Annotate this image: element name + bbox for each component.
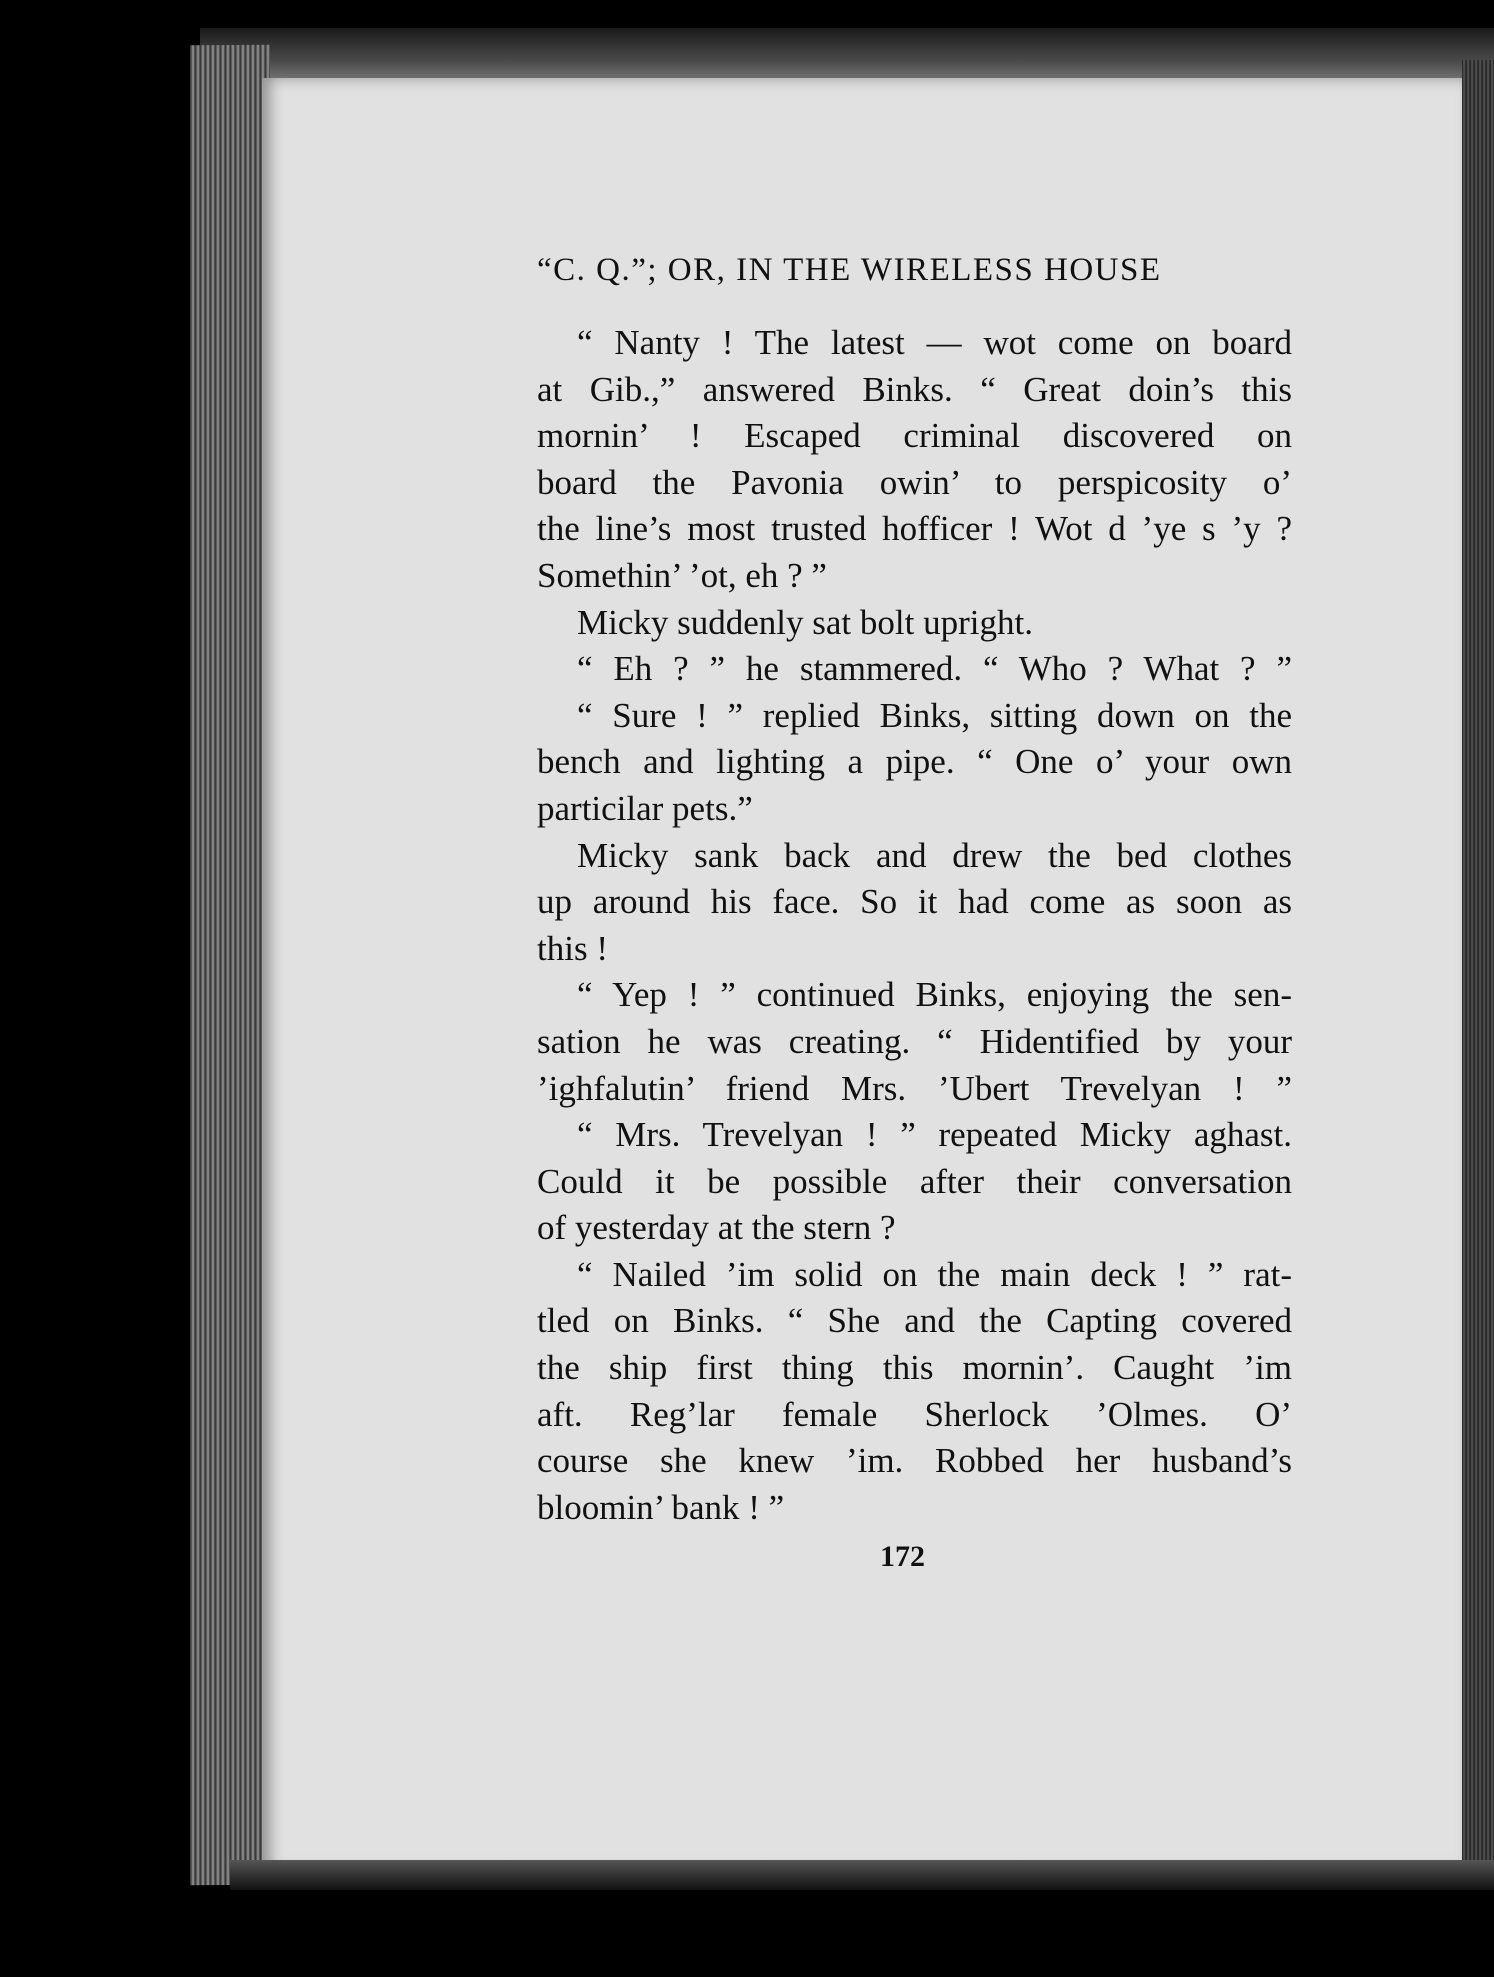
page-number: 172 (880, 1540, 925, 1573)
text-line: bench and lighting a pipe. “ One o’ your own (537, 742, 1292, 782)
text-line: board the Pavonia owin’ to perspicosity o’ (537, 462, 1292, 502)
text-line: mornin’ ! Escaped criminal discovered on (537, 416, 1292, 456)
text-line: sation he was creating. “ Hidentified by your (537, 1021, 1292, 1061)
text-line: “ Nanty ! The latest — wot come on board (577, 323, 1292, 362)
text-line: tled on Binks. “ She and the Capting covered (537, 1301, 1292, 1341)
text-line: course she knew ’im. Robbed her husband’s (537, 1441, 1292, 1481)
text-line: particilar pets.” (537, 788, 753, 828)
text-line: the ship first thing this mornin’. Caught ’im (537, 1348, 1292, 1388)
text-line: the line’s most trusted hofficer ! Wot d ’ye s ’y ? (537, 509, 1292, 549)
text-line: Micky suddenly sat bolt upright. (577, 602, 1033, 642)
text-line: “ Nailed ’im solid on the main deck ! ” rat- (577, 1254, 1292, 1294)
facing-page-edge (1462, 60, 1494, 1880)
text-line: this ! (537, 928, 608, 968)
body-text (537, 320, 1292, 1531)
page-stack-edge (190, 45, 270, 1886)
text-line: “ Sure ! ” replied Binks, sitting down on the (577, 695, 1292, 735)
text-line: up around his face. So it had come as soon as (537, 882, 1292, 922)
text-line: of yesterday at the stern ? (537, 1208, 896, 1248)
text-line: “ Yep ! ” continued Binks, enjoying the sen- (577, 975, 1292, 1015)
book-top-edge (200, 28, 1494, 83)
running-head: “C. Q.”; OR, IN THE WIRELESS HOUSE (537, 252, 1162, 288)
text-line: Could it be possible after their conversation (537, 1161, 1292, 1201)
text-line: Somethin’ ’ot, eh ? ” (537, 555, 827, 595)
text-line: aft. Reg’lar female Sherlock ’Olmes. O’ (537, 1394, 1292, 1434)
text-line: “ Mrs. Trevelyan ! ” repeated Micky aghast. (577, 1115, 1292, 1155)
text-line: Micky sank back and drew the bed clothes (577, 835, 1292, 875)
text-line: at Gib.,” answered Binks. “ Great doin’s this (537, 369, 1292, 409)
book-bottom-edge (230, 1860, 1494, 1890)
text-line: “ Eh ? ” he stammered. “ Who ? What ? ” (577, 649, 1292, 689)
text-line: bloomin’ bank ! ” (537, 1487, 785, 1527)
text-line: ’ighfalutin’ friend Mrs. ’Ubert Trevelyan ! ” (537, 1068, 1292, 1108)
